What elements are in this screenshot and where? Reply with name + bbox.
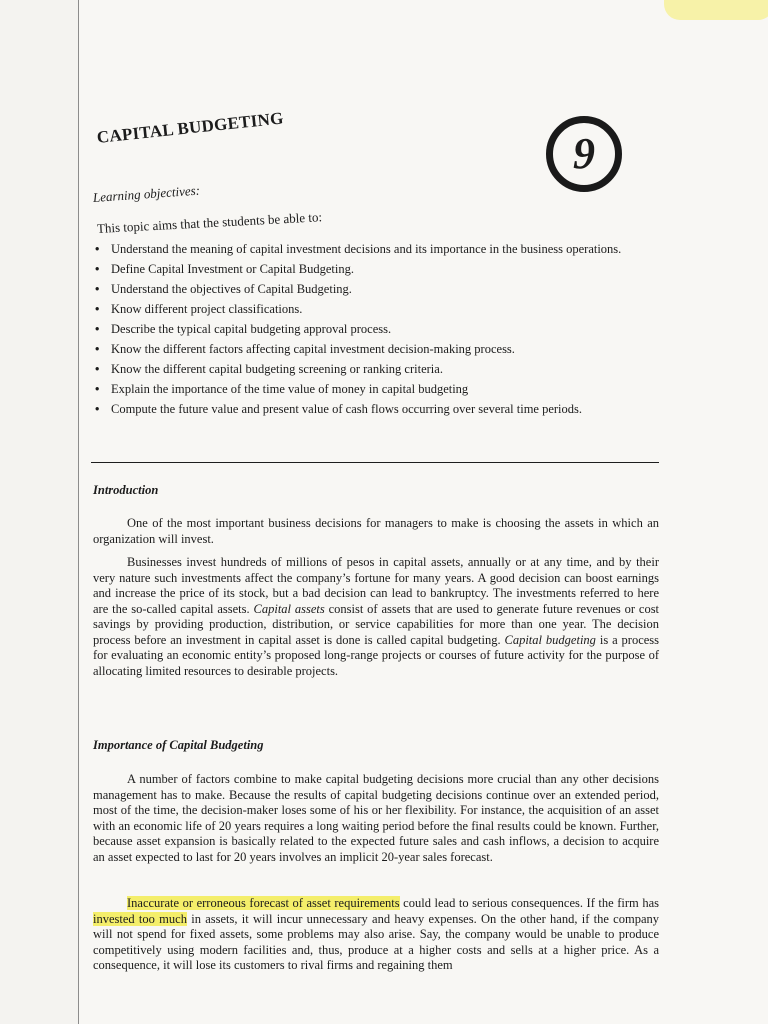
highlighter-mark: [664, 0, 768, 20]
highlighted-text: Inaccurate or erroneous forecast of asset requirements: [127, 896, 400, 910]
term-capital-assets: Capital assets: [253, 601, 325, 616]
highlighted-text: invested too much: [93, 911, 187, 926]
section-divider: [91, 462, 659, 463]
introduction-heading: Introduction: [93, 483, 159, 497]
objectives-list: [93, 241, 693, 418]
objective-item: • Understand the objectives of Capital Budgeting.: [93, 281, 693, 298]
objective-item: • Know the different capital budgeting screening or ranking criteria.: [93, 361, 693, 378]
introduction-paragraph-2: Businesses invest hundreds of millions of pesos in capital assets, annually or at any time, and by their very nature such investments affect the company’s fortune for many years. A good decision can boost earnings and increase the price of its stock, but a bad decision can lead to bankruptcy. The investments referred to here are the so-called capital assets. Capital assets consist of assets that are used to generate future revenues or cost savings by providing production, distribution, or service capabilities for more than one year. The decision process before an investment in capital asset is done is called capital budgeting. Capital budgeting is a process for evaluating an economic entity’s proposed long-range projects or courses of future activity for the purpose of allocating limited resources to desirable projects.: [93, 555, 660, 678]
importance-paragraph-1: A number of factors combine to make capital budgeting decisions more crucial than any other decisions management has to make. Because the results of capital budgeting decisions continue over an extended period, most of the time, the decision-maker loses some of his or her flexibility. For instance, the acquisition of an asset with an economic life of 20 years requires a long waiting period before the final results could be known. Further, because asset expansion is basically related to the expected future sales and cash inflows, a decision to acquire an asset expected to last for 20 years involves an implicit 20-year sales forecast.: [93, 772, 659, 864]
importance-heading: Importance of Capital Budgeting: [93, 738, 264, 752]
term-capital-budgeting: Capital budgeting: [504, 632, 596, 647]
introduction-paragraph-1: One of the most important business decisions for managers to make is choosing the assets in which an organization will invest.: [93, 516, 659, 546]
objectives-heading: Learning objectives:: [92, 182, 201, 205]
objective-item: • Understand the meaning of capital investment decisions and its importance in the business operations.: [93, 241, 693, 258]
chapter-number: 9: [573, 129, 595, 178]
chapter-number-badge: [546, 116, 622, 192]
objectives-intro: This topic aims that the students be able to:: [96, 209, 323, 236]
objective-item: • Describe the typical capital budgeting approval process.: [93, 321, 693, 338]
objective-item: • Know the different factors affecting capital investment decision-making process.: [93, 341, 693, 358]
objective-item: • Know different project classifications.: [93, 301, 693, 318]
chapter-title: CAPITAL BUDGETING: [95, 108, 285, 147]
book-page: [78, 0, 768, 1024]
objective-item: • Define Capital Investment or Capital Budgeting.: [93, 261, 693, 278]
importance-paragraph-2: Inaccurate or erroneous forecast of asset requirements could lead to serious consequences. If the firm has invested too much in assets, it will incur unnecessary and heavy expenses. On the other hand, if the company will not spend for fixed assets, some problems may also arise. Say, the company would be unable to produce competitively using modern facilities and, thus, produce at a higher costs and sells at a higher price. As a consequence, it will lose its customers to rival firms and regaining them: [93, 896, 660, 972]
objective-item: • Explain the importance of the time value of money in capital budgeting: [93, 381, 693, 398]
objective-item: • Compute the future value and present value of cash flows occurring over several time periods.: [93, 401, 693, 418]
objectives-section: [93, 209, 693, 421]
